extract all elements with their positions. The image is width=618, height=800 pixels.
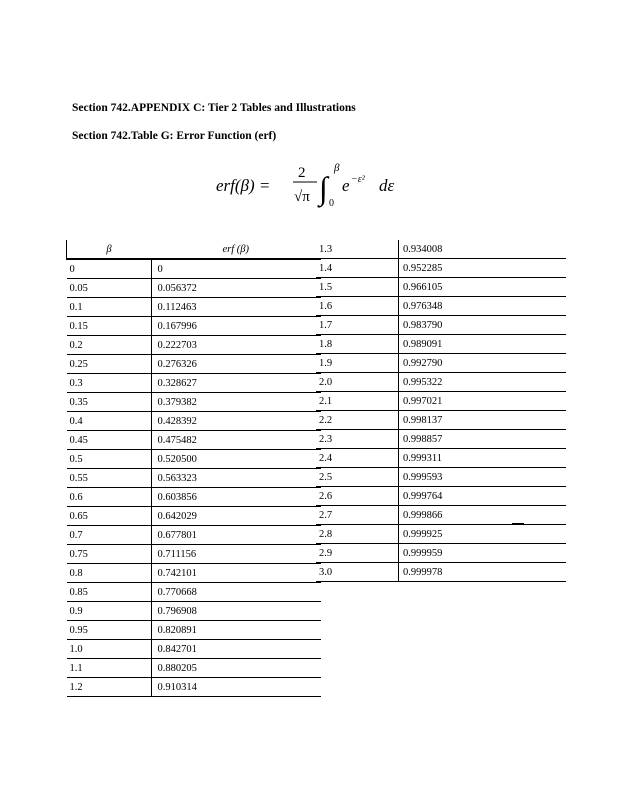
beta-cell: 2.7	[316, 506, 399, 525]
beta-cell: 0.05	[67, 279, 152, 298]
beta-cell: 0.4	[67, 412, 152, 431]
table-row	[67, 564, 321, 583]
erf-value-cell: 0.379382	[151, 393, 321, 412]
beta-cell: 0.6	[67, 488, 152, 507]
erf-value-cell: 0.842701	[151, 640, 321, 659]
beta-cell: 2.1	[316, 392, 399, 411]
table-row	[316, 392, 566, 411]
beta-cell: 1.3	[316, 240, 399, 259]
beta-cell: 1.5	[316, 278, 399, 297]
table-row	[67, 298, 321, 317]
formula-base: e	[342, 176, 350, 195]
beta-cell: 0.45	[67, 431, 152, 450]
erf-value-cell: 0.742101	[151, 564, 321, 583]
table-row	[316, 430, 566, 449]
beta-cell: 2.0	[316, 373, 399, 392]
beta-cell: 0.5	[67, 450, 152, 469]
table-row	[316, 297, 566, 316]
erf-value-cell: 0.167996	[151, 317, 321, 336]
table-row	[67, 450, 321, 469]
formula-upper-limit: β	[334, 162, 340, 174]
formula-numerator: 2	[298, 165, 306, 181]
table-row	[67, 336, 321, 355]
table-row	[316, 506, 566, 525]
erf-value-cell: 0.056372	[151, 279, 321, 298]
erf-value-cell: 0.999978	[399, 563, 567, 582]
beta-cell: 1.4	[316, 259, 399, 278]
erf-value-cell: 0.934008	[399, 240, 567, 259]
table-row	[316, 259, 566, 278]
beta-cell: 3.0	[316, 563, 399, 582]
beta-cell: 0.8	[67, 564, 152, 583]
erf-value-cell: 0.992790	[399, 354, 567, 373]
erf-value-cell: 0.428392	[151, 412, 321, 431]
erf-value-cell: 0.642029	[151, 507, 321, 526]
beta-cell: 0.15	[67, 317, 152, 336]
erf-value-cell: 0.112463	[151, 298, 321, 317]
beta-cell: 0.35	[67, 393, 152, 412]
table-row	[67, 640, 321, 659]
beta-cell: 2.5	[316, 468, 399, 487]
table-row	[67, 259, 321, 279]
table-row	[316, 240, 566, 259]
table-row	[67, 412, 321, 431]
table-row	[67, 678, 321, 697]
beta-cell: 0.7	[67, 526, 152, 545]
table-row	[67, 621, 321, 640]
beta-cell: 0.95	[67, 621, 152, 640]
erf-value-cell: 0.989091	[399, 335, 567, 354]
beta-cell: 0.3	[67, 374, 152, 393]
erf-value-cell: 0.475482	[151, 431, 321, 450]
table-row	[67, 279, 321, 298]
table-row	[67, 469, 321, 488]
erf-value-cell: 0.999959	[399, 544, 567, 563]
table-row	[67, 507, 321, 526]
beta-cell: 2.2	[316, 411, 399, 430]
table-row	[67, 583, 321, 602]
erf-value-cell: 0.966105	[399, 278, 567, 297]
beta-cell: 0.85	[67, 583, 152, 602]
table-row	[67, 431, 321, 450]
table-row	[67, 488, 321, 507]
beta-cell: 1.0	[67, 640, 152, 659]
stray-mark	[512, 523, 524, 524]
table-row	[67, 659, 321, 678]
beta-cell: 2.6	[316, 487, 399, 506]
table-row	[316, 316, 566, 335]
beta-cell: 0	[67, 259, 152, 279]
beta-cell: 2.8	[316, 525, 399, 544]
beta-cell: 0.25	[67, 355, 152, 374]
table-row	[316, 373, 566, 392]
table-row	[316, 544, 566, 563]
table-row	[67, 374, 321, 393]
beta-cell: 0.9	[67, 602, 152, 621]
formula-integral: ∫	[319, 170, 328, 206]
beta-cell: 1.2	[67, 678, 152, 697]
table-row	[67, 317, 321, 336]
erf-value-cell: 0	[151, 259, 321, 279]
erf-value-cell: 0.998857	[399, 430, 567, 449]
table-title: Section 742.Table G: Error Function (erf)	[72, 130, 277, 142]
beta-cell: 0.1	[67, 298, 152, 317]
table-row	[316, 354, 566, 373]
beta-cell: 1.1	[67, 659, 152, 678]
erf-table-left	[66, 240, 321, 697]
beta-cell: 1.6	[316, 297, 399, 316]
erf-value-cell: 0.997021	[399, 392, 567, 411]
formula-differential: dε	[379, 176, 395, 195]
erf-value-cell: 0.820891	[151, 621, 321, 640]
erf-value-cell: 0.983790	[399, 316, 567, 335]
erf-value-cell: 0.563323	[151, 469, 321, 488]
beta-cell: 1.8	[316, 335, 399, 354]
section-title: Section 742.APPENDIX C: Tier 2 Tables and Illustrations	[72, 102, 356, 114]
erf-formula	[216, 160, 416, 210]
erf-value-cell: 0.976348	[399, 297, 567, 316]
table-row	[316, 487, 566, 506]
table-row	[316, 335, 566, 354]
erf-value-cell: 0.677801	[151, 526, 321, 545]
table-row	[316, 278, 566, 297]
erf-value-cell: 0.603856	[151, 488, 321, 507]
table-row	[316, 468, 566, 487]
beta-cell: 2.9	[316, 544, 399, 563]
beta-cell: 2.3	[316, 430, 399, 449]
table-row	[67, 545, 321, 564]
formula-denominator: √π	[294, 189, 310, 205]
erf-value-cell: 0.520500	[151, 450, 321, 469]
erf-value-cell: 0.770668	[151, 583, 321, 602]
table-row	[316, 525, 566, 544]
erf-value-cell: 0.222703	[151, 336, 321, 355]
table-row	[67, 526, 321, 545]
erf-column-header: erf (β)	[151, 240, 321, 259]
table-row	[316, 449, 566, 468]
erf-value-cell: 0.880205	[151, 659, 321, 678]
table-row	[316, 563, 566, 582]
beta-cell: 0.55	[67, 469, 152, 488]
table-row	[67, 602, 321, 621]
erf-value-cell: 0.999593	[399, 468, 567, 487]
table-row	[316, 411, 566, 430]
table-row	[67, 355, 321, 374]
erf-value-cell: 0.995322	[399, 373, 567, 392]
beta-cell: 0.2	[67, 336, 152, 355]
beta-cell: 0.65	[67, 507, 152, 526]
erf-value-cell: 0.910314	[151, 678, 321, 697]
erf-value-cell: 0.796908	[151, 602, 321, 621]
erf-value-cell: 0.999925	[399, 525, 567, 544]
table-row	[67, 393, 321, 412]
erf-value-cell: 0.998137	[399, 411, 567, 430]
erf-table-right	[316, 240, 566, 582]
beta-column-header: β	[67, 240, 152, 259]
erf-value-cell: 0.999311	[399, 449, 567, 468]
formula-lhs: erf(β) =	[216, 176, 271, 195]
formula-exponent: −ε²	[351, 174, 365, 185]
erf-value-cell: 0.999866	[399, 506, 567, 525]
erf-value-cell: 0.711156	[151, 545, 321, 564]
formula-lower-limit: 0	[329, 198, 334, 209]
beta-cell: 1.7	[316, 316, 399, 335]
beta-cell: 1.9	[316, 354, 399, 373]
erf-value-cell: 0.328627	[151, 374, 321, 393]
erf-value-cell: 0.999764	[399, 487, 567, 506]
erf-value-cell: 0.952285	[399, 259, 567, 278]
beta-cell: 2.4	[316, 449, 399, 468]
erf-value-cell: 0.276326	[151, 355, 321, 374]
table-header-row	[67, 240, 321, 259]
beta-cell: 0.75	[67, 545, 152, 564]
